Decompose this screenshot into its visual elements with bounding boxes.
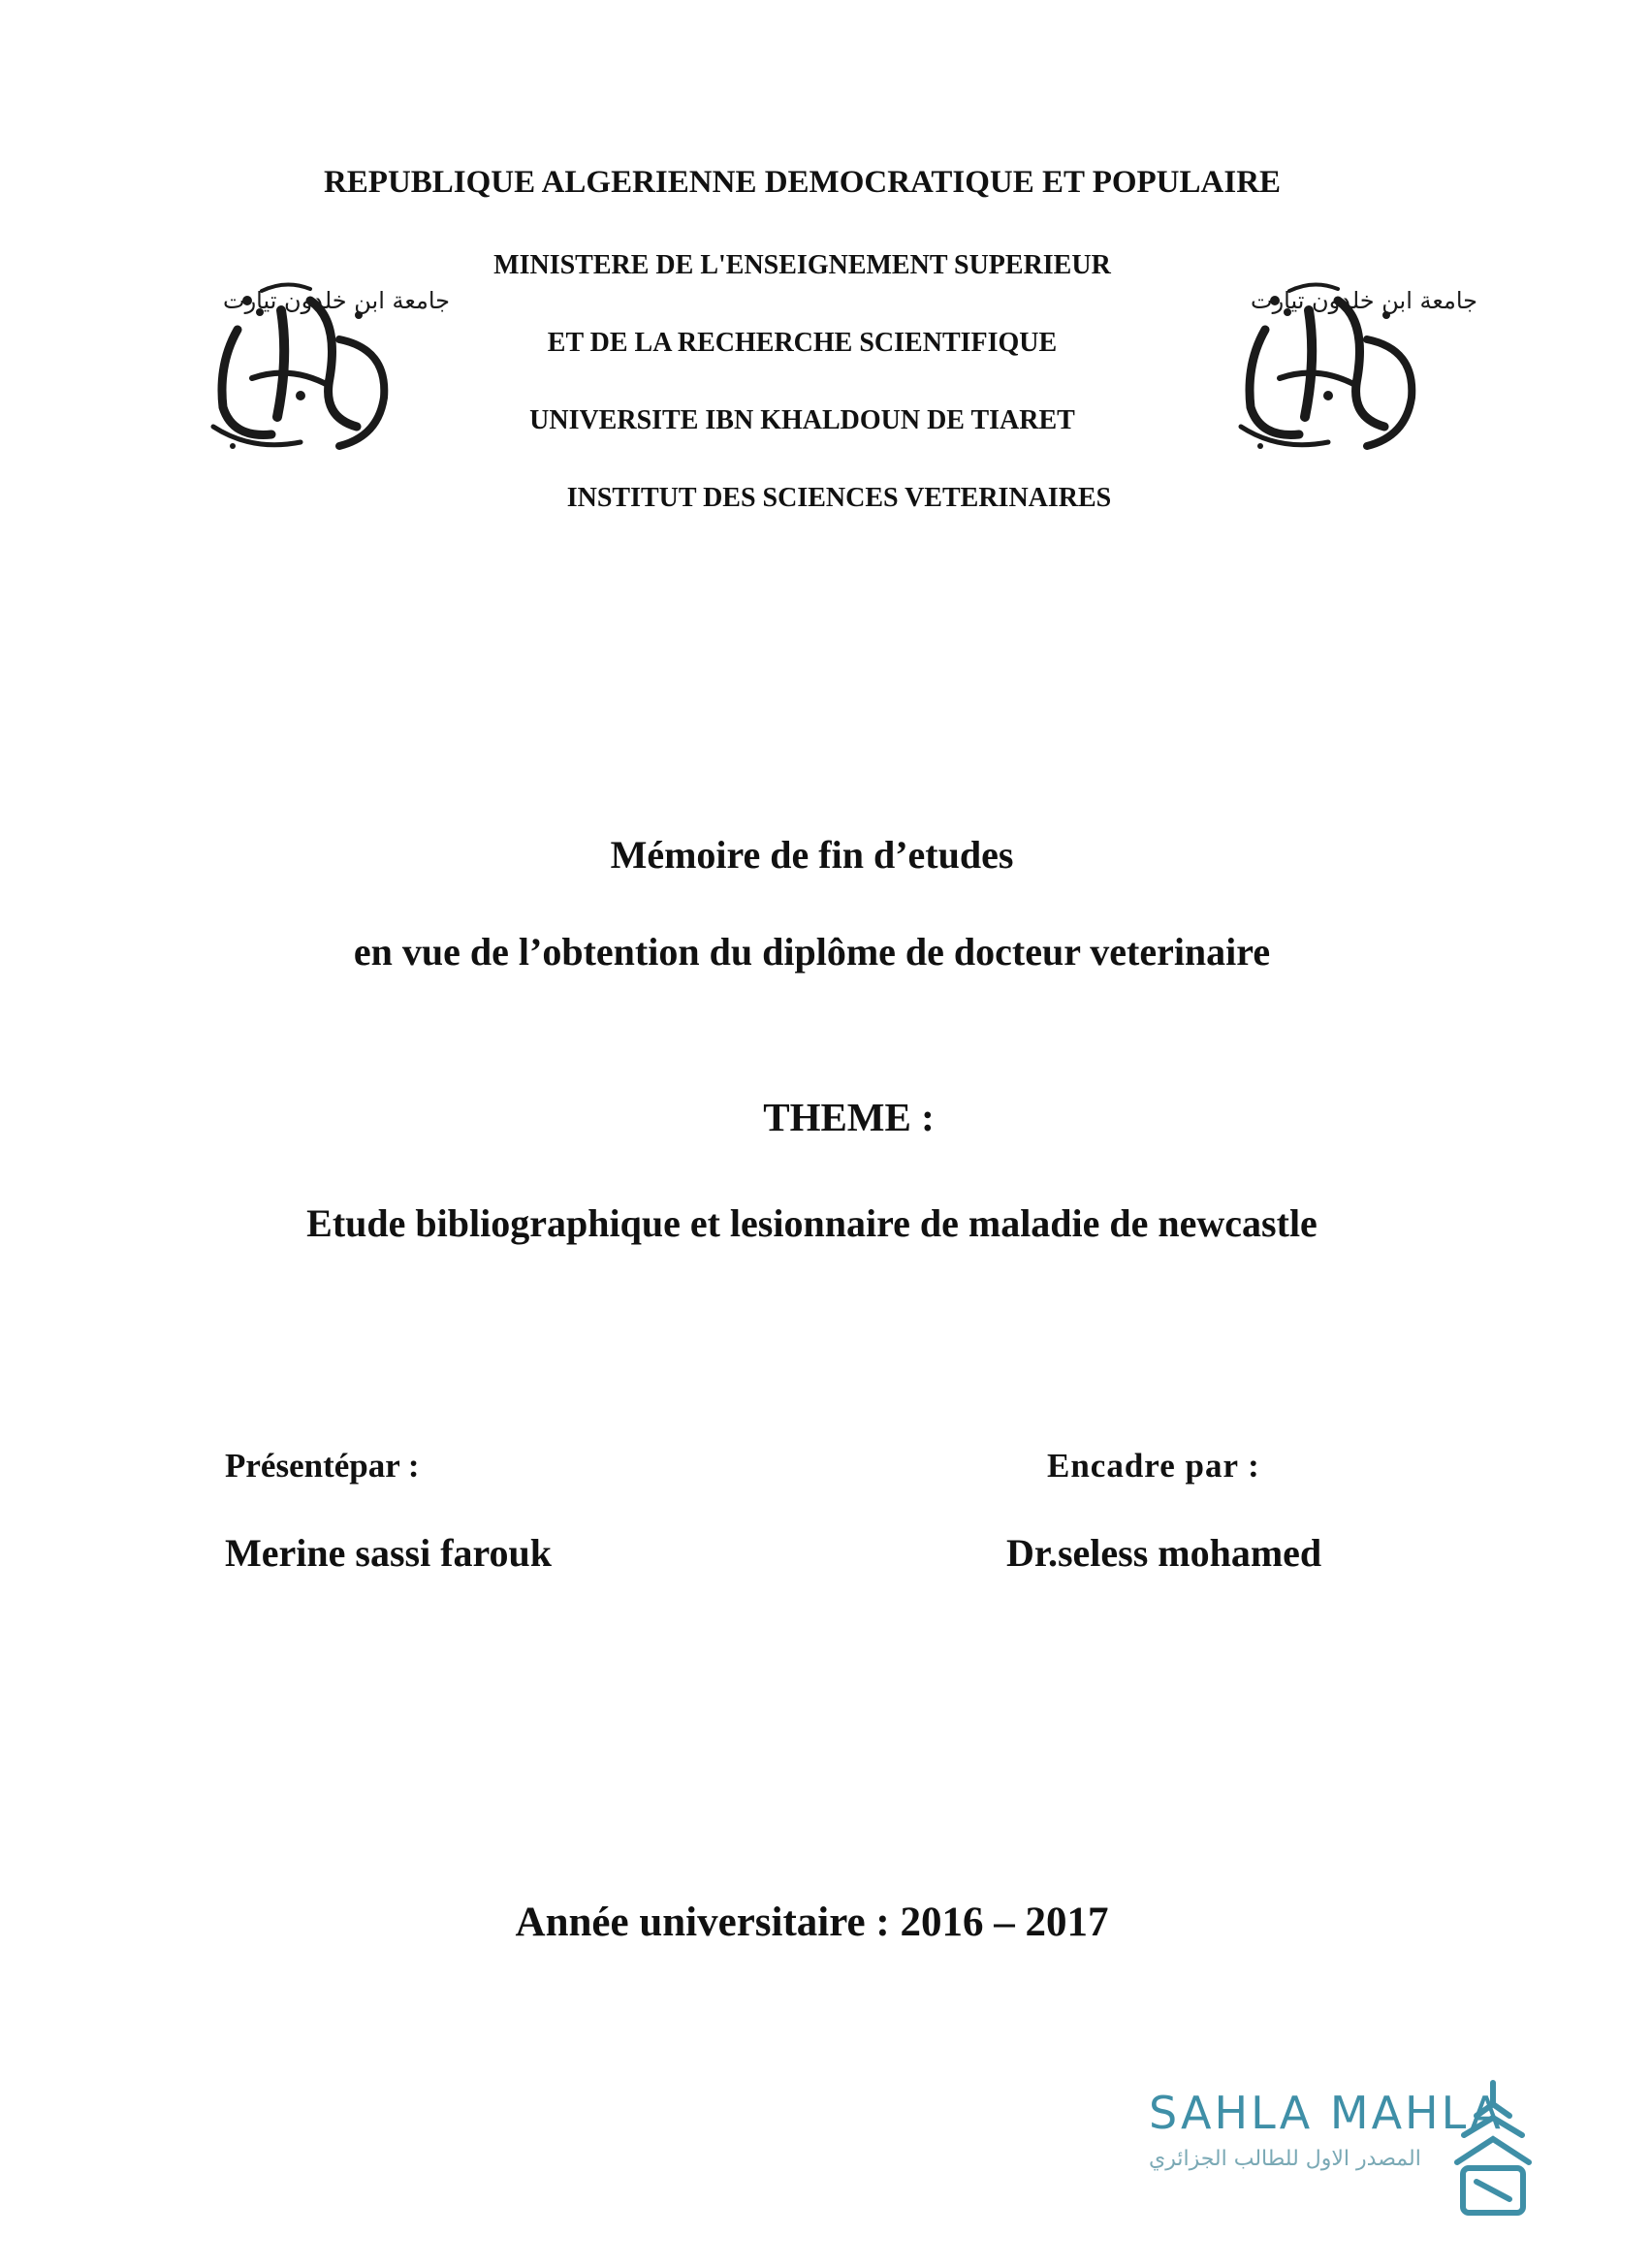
university-logo-left-icon [194,272,450,456]
republic-heading: REPUBLIQUE ALGERIENNE DEMOCRATIQUE ET POPULAIRE [323,165,1282,200]
presented-by-label: Présentépar : [225,1447,420,1485]
presented-by-name: Merine sassi farouk [225,1531,553,1575]
supervised-by-label: Encadre par : [1047,1447,1260,1485]
theme-label: THEME : [763,1095,935,1139]
watermark-emblem-icon [1449,2075,1537,2220]
ministry-line-1: MINISTERE DE L'ENSEIGNEMENT SUPERIEUR [493,250,1111,280]
university-name: UNIVERSITE IBN KHALDOUN DE TIARET [529,405,1075,435]
supervisor-name: Dr.seless mohamed [1006,1531,1322,1575]
university-logo-right-icon [1222,272,1477,456]
institute-name: INSTITUT DES SCIENCES VETERINAIRES [566,483,1112,513]
theme-title: Etude bibliographique et lesionnaire de maladie de newcastle [306,1201,1318,1245]
logo-text-right: جامعة ابن خلدون تيارت [1251,287,1477,314]
ministry-line-2: ET DE LA RECHERCHE SCIENTIFIQUE [547,328,1058,358]
watermark-tagline: المصدر الاول للطالب الجزائري [1149,2147,1421,2171]
sahla-mahla-watermark [1149,2075,1537,2220]
logo-text-left: جامعة ابن خلدون تيارت [223,287,450,314]
watermark-brand: SAHLA MAHLA [1149,2087,1504,2139]
thesis-purpose: en vue de l’obtention du diplôme de docteur veterinaire [353,930,1271,974]
thesis-type: Mémoire de fin d’etudes [610,833,1014,877]
academic-year: Année universitaire : 2016 – 2017 [515,1900,1109,1945]
